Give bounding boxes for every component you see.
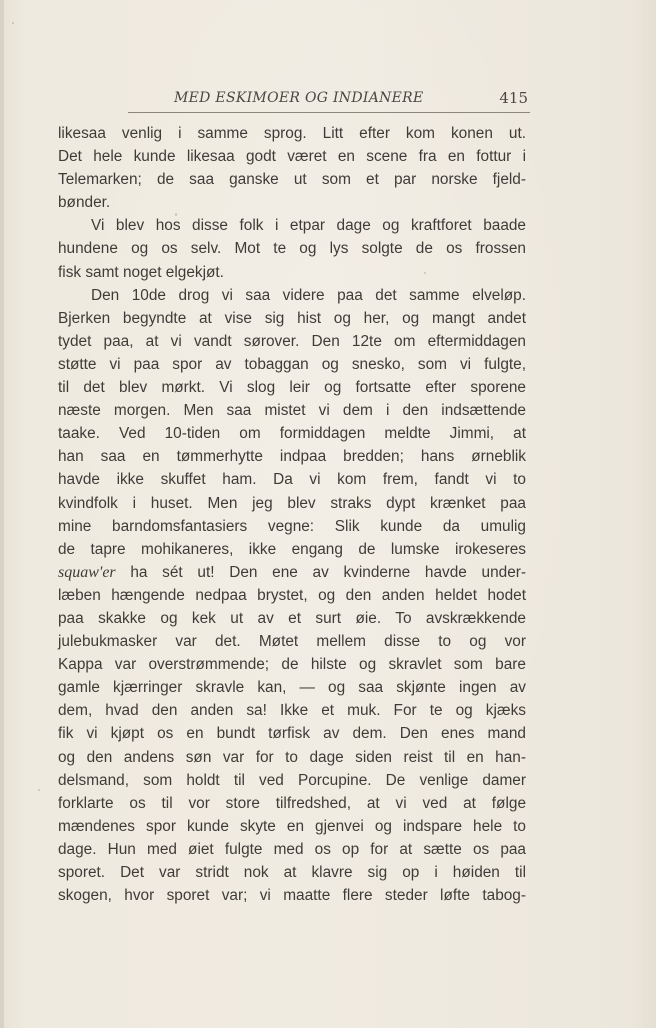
paper-speck bbox=[12, 22, 14, 24]
text-line: bønder. bbox=[58, 194, 111, 212]
text-line: skogen, hvor sporet var; vi maatte flere steder løfte tabog- bbox=[58, 887, 526, 905]
text-line: mændenes spor kunde skyte en gjenvei og indspare hele to bbox=[58, 817, 526, 835]
text-line: til det blev mørkt. Vi slog leir og fortsatte efter sporene bbox=[58, 379, 526, 397]
text-line: dage. Hun med øiet fulgte med os op for at sætte os paa bbox=[58, 840, 526, 858]
text-line: næste morgen. Men saa mistet vi dem i den indsættende bbox=[58, 402, 526, 420]
running-title: MED ESKIMOER OG INDIANERE bbox=[174, 90, 424, 106]
page-left-edge bbox=[0, 0, 4, 1028]
text-line: dem, hvad den anden sa! Ikke et muk. For te og kjæks bbox=[58, 702, 526, 720]
text-line: læben hængende nedpaa brystet, og den anden heldet hodet bbox=[58, 586, 526, 604]
text-line: likesaa venlig i samme sprog. Litt efter kom konen ut. bbox=[58, 125, 526, 142]
text-line: Det hele kunde likesaa godt været en scene fra en fottur i bbox=[58, 148, 526, 166]
text-line: sporet. Det var stridt nok at klavre sig op i høiden til bbox=[58, 864, 526, 881]
text-line: Vi blev hos disse folk i etpar dage og kraftforet baade bbox=[91, 217, 526, 235]
text-line: paa skakke og kek ut av et surt øie. To avskrækkende bbox=[58, 609, 526, 627]
paper-speck bbox=[424, 272, 426, 274]
text-line: Telemarken; de saa ganske ut som et par norske fjeld- bbox=[58, 171, 526, 189]
line-remainder: ha sét ut! Den ene av kvinderne havde under- bbox=[130, 563, 526, 581]
body-text bbox=[58, 122, 526, 907]
running-header bbox=[128, 90, 530, 114]
text-line: taake. Ved 10-tiden om formiddagen meldte Jimmi, at bbox=[58, 425, 526, 443]
header-rule bbox=[128, 112, 530, 113]
page-number: 415 bbox=[499, 89, 528, 107]
text-line: hundene og os selv. Mot te og lys solgte de os frossen bbox=[58, 240, 526, 258]
text-line: de tapre mohikaneres, ikke engang de lumske irokeseres bbox=[58, 540, 526, 558]
text-line: gamle kjærringer skravle kan, — og saa skjønte ingen av bbox=[58, 679, 526, 697]
text-line: mine barndomsfantasiers vegne: Slik kunde da umulig bbox=[58, 517, 526, 535]
text-line: støtte vi paa spor av tobaggan og snesko, som vi fulgte, bbox=[58, 355, 526, 373]
text-line: tydet paa, at vi vandt sørover. Den 12te om eftermiddagen bbox=[58, 332, 526, 350]
italic-word: squaw'er bbox=[58, 563, 116, 581]
paper-speck bbox=[175, 213, 177, 216]
text-line: og den andens søn var for to dage siden reist til en han- bbox=[58, 748, 526, 766]
text-line: han saa en tømmerhytte indpaa bredden; hans ørneblik bbox=[58, 448, 526, 466]
text-line: delsmand, som holdt til ved Porcupine. De venlige damer bbox=[58, 771, 526, 789]
text-line: Bjerken begyndte at vise sig hist og her, og mangt andet bbox=[58, 309, 526, 327]
text-line: kvindfolk i huset. Men jeg blev straks dypt krænket paa bbox=[58, 494, 526, 512]
text-line: Kappa var overstrømmende; de hilste og skravlet som bare bbox=[58, 656, 526, 674]
text-line: fisk samt noget elgekjøt. bbox=[58, 263, 224, 281]
text-line: julebukmasker var det. Møtet mellem disse to og vor bbox=[58, 633, 526, 651]
text-line-with-italic bbox=[58, 561, 526, 584]
paper-speck bbox=[38, 789, 40, 791]
text-line: Den 10de drog vi saa videre paa det samme elveløp. bbox=[91, 286, 526, 304]
text-line: forklarte os til vor store tilfredshed, at vi ved at følge bbox=[58, 794, 526, 812]
text-line: havde ikke skuffet ham. Da vi kom frem, fandt vi to bbox=[58, 471, 526, 489]
text-line: fik vi kjøpt os en bundt tørfisk av dem. Den enes mand bbox=[58, 725, 526, 743]
